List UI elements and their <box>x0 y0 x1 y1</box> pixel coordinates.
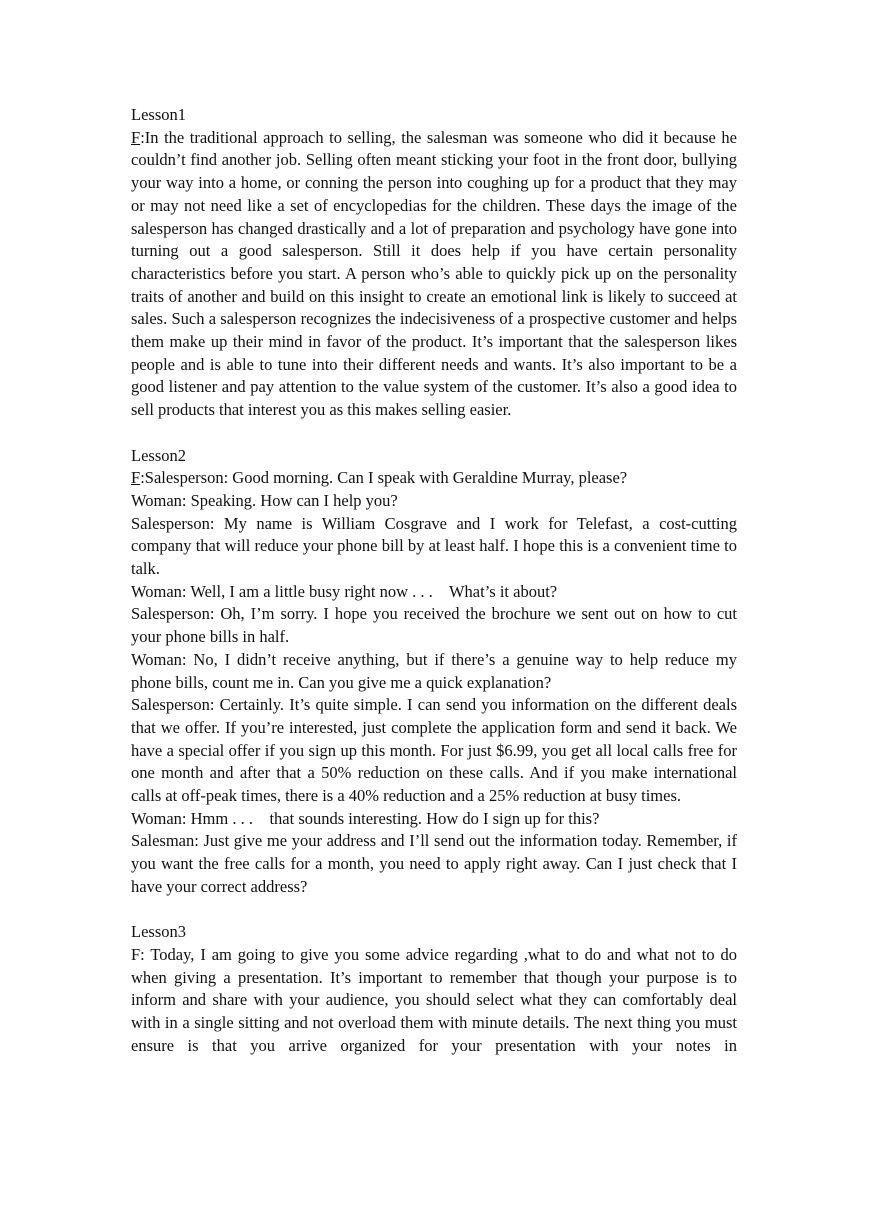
lesson-title: Lesson1 <box>131 105 186 124</box>
dialogue-line <box>131 490 737 513</box>
lesson-1 <box>131 104 737 422</box>
dialogue-text: Salesperson: Certainly. It’s quite simple. I can send you information on the different deals that we offer. If you’re interested, just complete the application form and send it back. We have a special offer if you sign up this month. For just $6.99, you get all local calls free for one month and after that a 50% reduction on these calls. And if you make international calls at off-peak times, there is a 40% reduction and a 25% reduction at busy times. <box>131 695 737 806</box>
dialogue-text: Woman: Hmm . . . that sounds interesting. How do I sign up for this? <box>131 808 600 828</box>
dialogue-line <box>131 649 737 694</box>
lesson-2 <box>131 445 737 899</box>
paragraph-text: F: Today, I am going to give you some advice regarding ,what to do and what not to do when giving a presentation. It’s important to remember that though your purpose is to inform and share with your audience, you should select what they can comfortably deal with in a single sitting and not overload them with minute details. The next thing you must ensure is that you arrive organized for your presentation with your notes in <box>131 944 737 1055</box>
dialogue-line <box>131 513 737 581</box>
document-page <box>131 104 737 1058</box>
dialogue-text: :Salesperson: Good morning. Can I speak with Geraldine Murray, please? <box>140 468 628 488</box>
speaker-label: F <box>131 468 141 488</box>
speaker-label: F <box>131 127 141 147</box>
lesson-paragraph <box>131 127 737 422</box>
dialogue-line <box>131 830 737 898</box>
dialogue-line <box>131 808 737 831</box>
dialogue-text: Woman: Well, I am a little busy right now . . . What’s it about? <box>131 581 558 601</box>
dialogue-text: Woman: No, I didn’t receive anything, but if there’s a genuine way to help reduce my phone bills, count me in. Can you give me a quick explanation? <box>131 649 737 692</box>
dialogue-text: Salesperson: Oh, I’m sorry. I hope you received the brochure we sent out on how to cut your phone bills in half. <box>131 604 737 647</box>
dialogue-text: Woman: Speaking. How can I help you? <box>131 490 398 510</box>
paragraph-text: :In the traditional approach to selling, the salesman was someone who did it because he couldn’t find another job. Selling often meant sticking your foot in the front door, bullying your way into a home, or conning the person into coughing up for a product that they may or may not need like a set of encyclopedias for the children. These days the image of the salesperson has changed drastically and a lot of preparation and psychology have gone into turning out a good salesperson. Still it does help if you have certain personality characteristics before you start. A person who’s able to quickly pick up on the personality traits of another and build on this insight to create an emotional link is likely to succeed at sales. Such a salesperson recognizes the indecisiveness of a prospective customer and helps them make up their mind in favor of the product. It’s important that the salesperson likes people and is able to tune into their different needs and wants. It’s also important to be a good listener and pay attention to the value system of the customer. It’s also a good idea to sell products that interest you as this makes selling easier. <box>131 127 737 420</box>
lesson-title: Lesson3 <box>131 922 186 942</box>
lesson-title: Lesson2 <box>131 445 186 465</box>
dialogue-line <box>131 694 737 808</box>
dialogue-text: Salesperson: My name is William Cosgrave and I work for Telefast, a cost-cutting company that will reduce your phone bill by at least half. I hope this is a convenient time to talk. <box>131 513 737 579</box>
dialogue-line <box>131 603 737 648</box>
dialogue-text: Salesman: Just give me your address and I’ll send out the information today. Remember, if you want the free calls for a month, you need to apply right away. Can I just check that I have your correct address? <box>131 831 737 896</box>
lesson-paragraph <box>131 944 737 1058</box>
dialogue-line <box>131 467 737 490</box>
lesson-3 <box>131 921 737 1057</box>
dialogue-line <box>131 581 737 604</box>
